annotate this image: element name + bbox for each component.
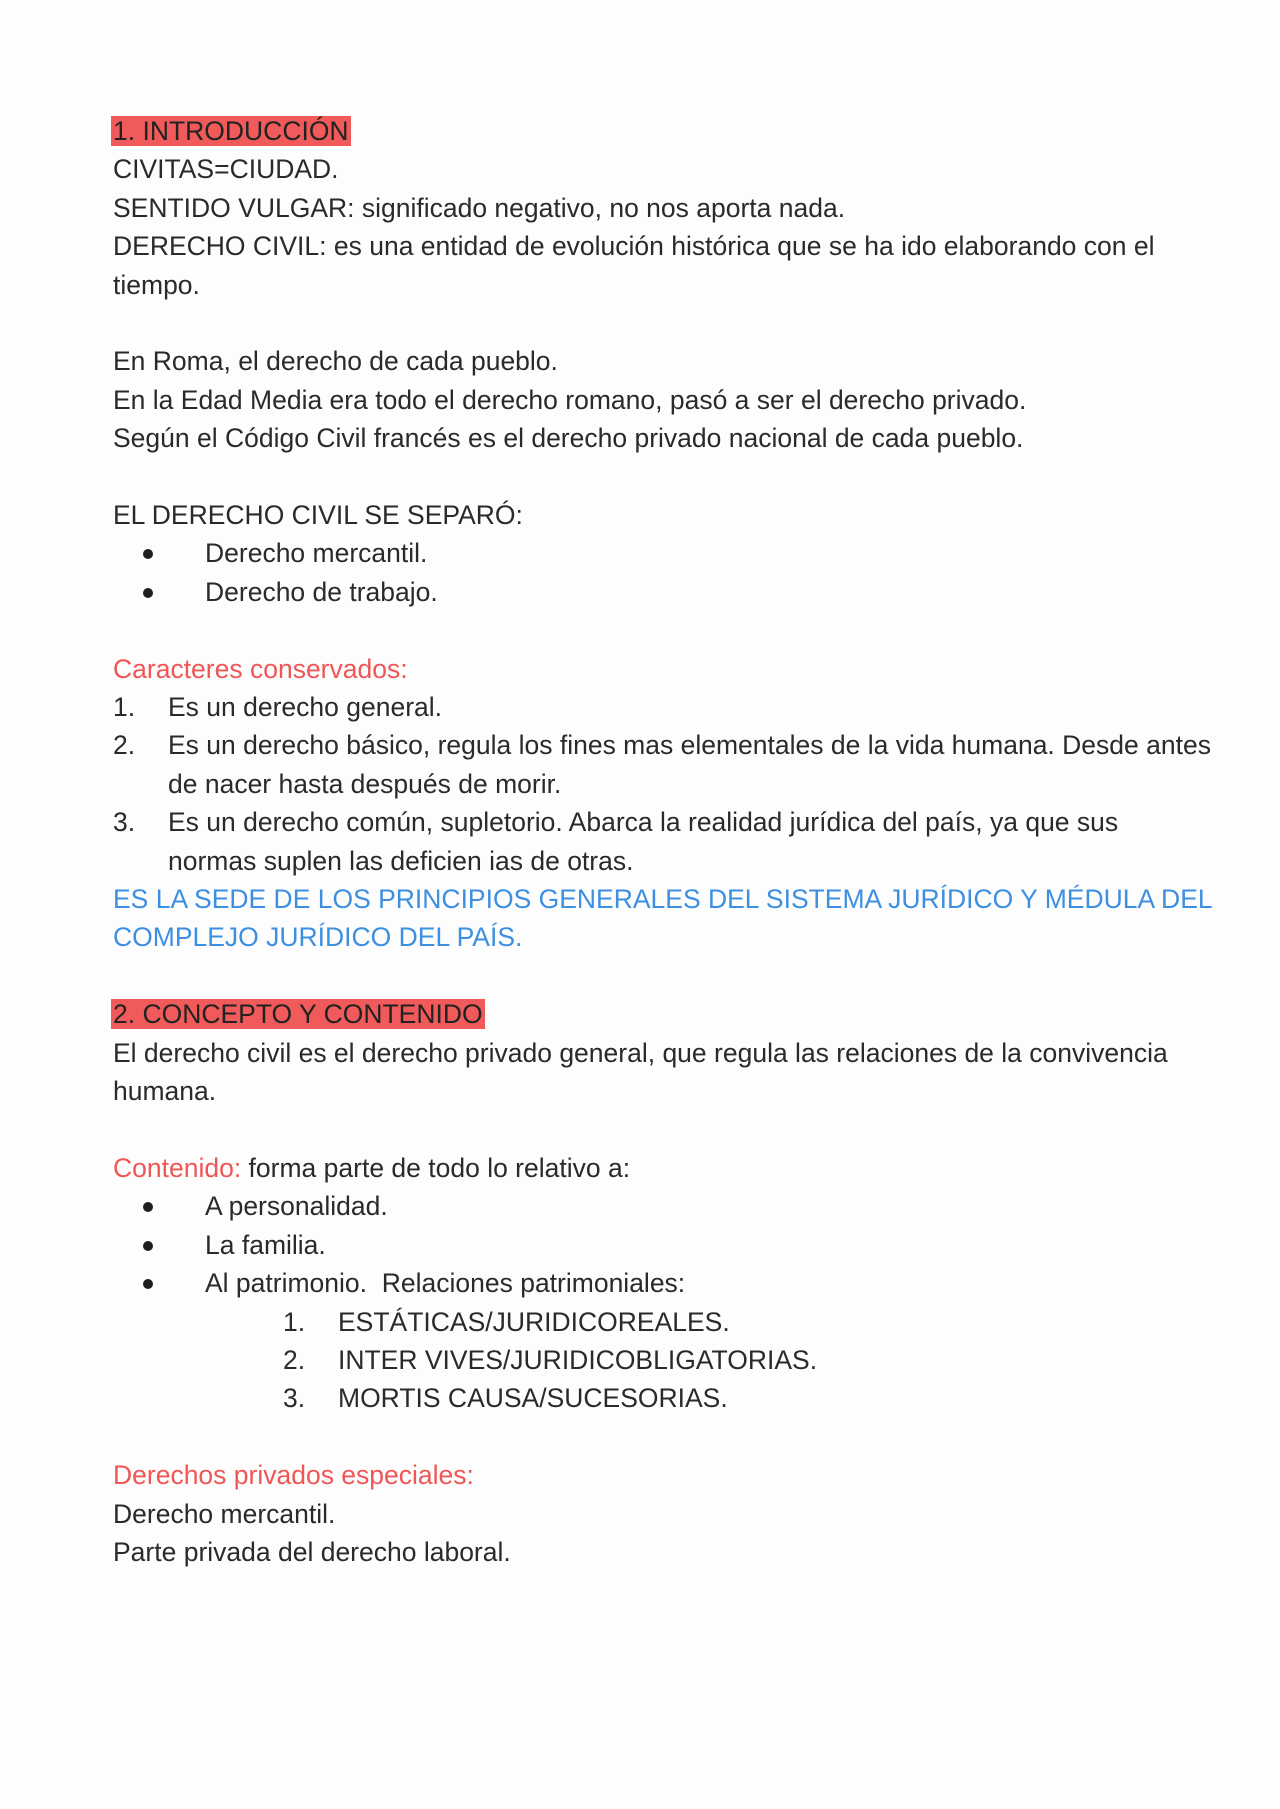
section-1-heading: 1. INTRODUCCIÓN — [113, 116, 349, 146]
document-body — [113, 112, 1213, 1571]
especiales-line: Derecho mercantil. — [113, 1498, 336, 1529]
contenido-label: Contenido: — [113, 1152, 242, 1183]
bullet-icon — [113, 1264, 205, 1302]
especiales-title: Derechos privados especiales: — [113, 1460, 474, 1491]
list-item: 3. Es un derecho común, supletorio. Abarca la realidad jurídica del país, ya que sus normas suplen las deficien ias de otras. — [113, 807, 1119, 876]
section-2-heading: 2. CONCEPTO Y CONTENIDO — [113, 999, 483, 1030]
caracteres-title: Caracteres conservados: — [113, 653, 408, 684]
list-item: La familia. — [113, 1226, 1213, 1264]
list-item: Derecho de trabajo. — [113, 573, 1213, 611]
separo-title: EL DERECHO CIVIL SE SEPARÓ: — [113, 500, 523, 531]
intro-line: DERECHO CIVIL: es una entidad de evolución histórica que se ha ido elaborando con el tiempo. — [113, 231, 1155, 300]
bullet-icon — [113, 573, 205, 611]
bullet-icon — [113, 534, 205, 572]
history-line: En la Edad Media era todo el derecho romano, pasó a ser el derecho privado. — [113, 384, 1027, 415]
list-item: 1. Es un derecho general. — [113, 692, 443, 723]
intro-line: SENTIDO VULGAR: significado negativo, no nos aporta nada. — [113, 192, 846, 223]
list-item: 2. Es un derecho básico, regula los fines mas elementales de la vida humana. Desde antes de nacer hasta después de morir. — [113, 730, 1211, 799]
sede-statement: ES LA SEDE DE LOS PRINCIPIOS GENERALES DEL SISTEMA JURÍDICO Y MÉDULA DEL COMPLEJO JURÍDICO DEL PAÍS. — [113, 884, 1212, 953]
list-item: A personalidad. — [113, 1187, 1213, 1225]
bullet-icon — [113, 1187, 205, 1225]
history-line: Según el Código Civil francés es el derecho privado nacional de cada pueblo. — [113, 423, 1024, 454]
list-item: 1. ESTÁTICAS/JURIDICOREALES. — [283, 1306, 730, 1337]
definition-text: El derecho civil es el derecho privado general, que regula las relaciones de la convivencia humana. — [113, 1037, 1168, 1107]
list-item: Al patrimonio. Relaciones patrimoniales: — [113, 1264, 1213, 1302]
especiales-line: Parte privada del derecho laboral. — [113, 1536, 511, 1567]
bullet-icon — [113, 1226, 205, 1264]
list-item: 3. MORTIS CAUSA/SUCESORIAS. — [283, 1383, 728, 1414]
contenido-line: Contenido: forma parte de todo lo relativo a: — [113, 1152, 631, 1183]
list-item: Derecho mercantil. — [113, 534, 1213, 572]
history-line: En Roma, el derecho de cada pueblo. — [113, 346, 558, 377]
list-item: 2. INTER VIVES/JURIDICOBLIGATORIAS. — [283, 1344, 818, 1375]
intro-line: CIVITAS=CIUDAD. — [113, 154, 339, 185]
